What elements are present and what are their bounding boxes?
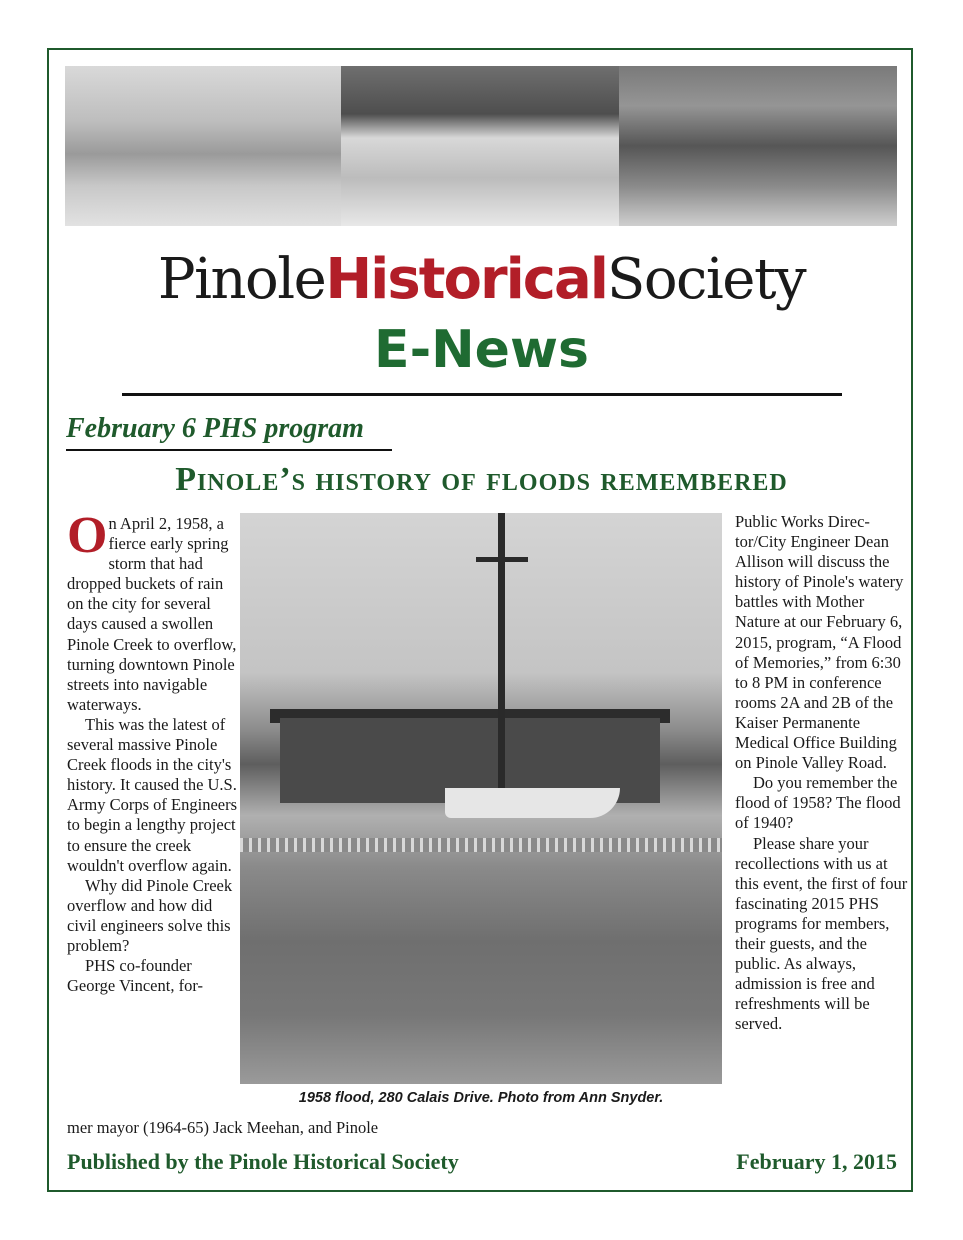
article-tail-line: mer mayor (1964-65) Jack Meehan, and Pinole bbox=[67, 1118, 379, 1137]
footer-date: February 1, 2015 bbox=[736, 1149, 897, 1174]
left-paragraph-1: n April 2, 1958, a fierce early spring storm that had dropped buckets of rain on the city for several days caused a swollen Pinole Creek to overflow, turning downtown Pinole streets into navigable waterways. bbox=[67, 514, 237, 714]
historic-horse-carriage-photo bbox=[619, 66, 897, 226]
historic-street-photo bbox=[65, 66, 341, 226]
masthead-divider bbox=[122, 393, 842, 396]
header-photo-banner bbox=[65, 66, 897, 226]
historic-house-photo bbox=[341, 66, 619, 226]
masthead-historical: Historical bbox=[325, 247, 607, 312]
photo-fence bbox=[240, 838, 722, 852]
article-headline: Pinole’s history of floods remembered bbox=[175, 461, 788, 498]
kicker-underline bbox=[66, 449, 392, 451]
masthead-title bbox=[0, 240, 963, 320]
right-paragraph-3: Please share your recollections with us at this event, the first of four fascinating 2015 PHS programs for members, their guests, and the public. As always, admission is free and refreshments will be served. bbox=[735, 833, 908, 1034]
masthead-society: Society bbox=[606, 247, 806, 312]
left-paragraph-3: Why did Pinole Creek overflow and how did civil engineers solve this problem? bbox=[67, 875, 233, 955]
masthead-subtitle: E-News bbox=[374, 320, 589, 380]
flood-photo bbox=[240, 513, 722, 1084]
article-left-column bbox=[67, 507, 238, 996]
left-paragraph-2: This was the latest of several massive Pinole Creek floods in the city's history. It caused the U.S. Army Corps of Engineers to begin a lengthy project to ensure the creek wouldn't overflow again. bbox=[67, 714, 238, 875]
footer-publisher: Published by the Pinole Historical Society bbox=[67, 1149, 459, 1174]
left-paragraph-4: PHS co-founder George Vincent, for- bbox=[67, 956, 203, 996]
right-paragraph-2: Do you remember the flood of 1958? The flood of 1940? bbox=[735, 773, 901, 833]
article-right-column bbox=[735, 512, 910, 1034]
drop-cap: O bbox=[67, 507, 108, 564]
photo-boat bbox=[445, 788, 620, 818]
masthead-pinole: Pinole bbox=[157, 247, 326, 312]
photo-caption: 1958 flood, 280 Calais Drive. Photo from Ann Snyder. bbox=[298, 1090, 664, 1106]
photo-pole-crossbar bbox=[476, 557, 528, 562]
right-paragraph-1: Public Works Direc-tor/City Engineer Dean Allison will discuss the history of Pinole's watery battles with Mother Nature at our February 6, 2015, program, “A Flood of Memories,” from 6:30 to 8 PM in conference rooms 2A and 2B of the Kaiser Permanente Medical Office Building on Pinole Valley Road. bbox=[735, 512, 904, 773]
article-kicker: February 6 PHS program bbox=[66, 413, 364, 444]
